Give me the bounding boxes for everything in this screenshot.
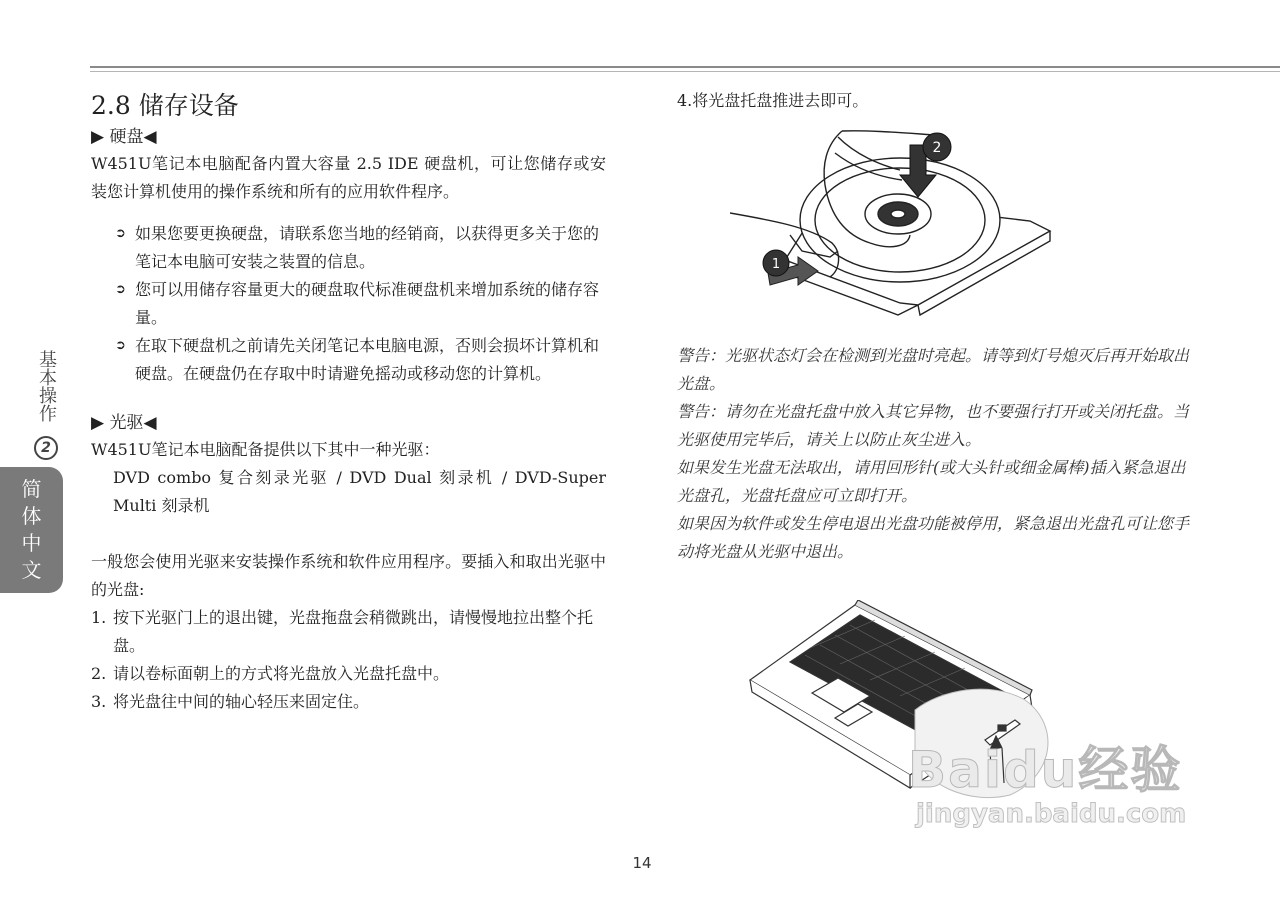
list-item: ➲ 您可以用储存容量更大的硬盘取代标准硬盘机来增加系统的储存容量。 bbox=[115, 276, 606, 332]
svg-text:1: 1 bbox=[771, 257, 781, 272]
circled-arrow-icon: ➲ bbox=[115, 282, 126, 297]
top-rule bbox=[90, 66, 1280, 68]
language-tab[interactable] bbox=[0, 467, 63, 593]
circled-arrow-icon: ➲ bbox=[115, 338, 126, 353]
watermark-sub: jingyan.baidu.com bbox=[916, 799, 1187, 829]
odd-usage: 一般您会使用光驱来安装操作系统和软件应用程序。要插入和取出光驱中的光盘: bbox=[91, 552, 606, 599]
section-title: 2.8 储存设备 bbox=[91, 91, 239, 120]
warning-text: 如果因为软件或发生停电退出光盘功能被停用，紧急退出光盘孔可让您手动将光盘从光驱中退出。 bbox=[677, 514, 1190, 561]
list-item: 2. 请以卷标面朝上的方式将光盘放入光盘托盘中。 bbox=[91, 664, 450, 683]
step-4: 4.将光盘托盘推进去即可。 bbox=[677, 91, 869, 110]
baidu-watermark bbox=[908, 742, 1186, 830]
warning-text: 警告：光驱状态灯会在检测到光盘时亮起。请等到灯号熄灭后再开始取出光盘。 bbox=[677, 346, 1190, 393]
page-number: 14 bbox=[632, 854, 652, 872]
hdd-intro: W451U笔记本电脑配备内置大容量 2.5 IDE 硬盘机，可让您储存或安装您计算机使用的操作系统和所有的应用软件程序。 bbox=[91, 154, 606, 201]
warnings bbox=[677, 342, 1197, 566]
hdd-bullets bbox=[115, 220, 606, 388]
list-item: ➲ 如果您要更换硬盘，请联系您当地的经销商，以获得更多关于您的笔记本电脑可安装之装置的信息。 bbox=[115, 220, 606, 276]
chapter-label: 基本操作 bbox=[36, 350, 57, 422]
language-tab-char: 文 bbox=[21, 558, 42, 582]
chapter-number-badge: 2 bbox=[34, 436, 58, 460]
odd-intro: W451U笔记本电脑配备提供以下其中一种光驱： bbox=[91, 440, 440, 459]
list-item: ➲ 在取下硬盘机之前请先关闭笔记本电脑电源，否则会损坏计算机和硬盘。在硬盘仍在存取中时请避免摇动或移动您的计算机。 bbox=[115, 332, 606, 388]
hdd-heading: ▶ 硬盘◀ bbox=[91, 127, 157, 147]
language-tab-char: 中 bbox=[21, 531, 42, 555]
circled-arrow-icon: ➲ bbox=[115, 226, 126, 241]
svg-text:2: 2 bbox=[932, 140, 942, 156]
list-item: 3. 将光盘往中间的轴心轻压来固定住。 bbox=[91, 692, 370, 711]
watermark-main: Baidu经验 bbox=[908, 741, 1183, 799]
list-item: 1. 按下光驱门上的退出键，光盘拖盘会稍微跳出，请慢慢地拉出整个托盘。 bbox=[91, 608, 594, 655]
warning-text: 如果发生光盘无法取出，请用回形针(或大头针或细金属棒)插入紧急退出光盘孔，光盘托盘应可立即打开。 bbox=[677, 458, 1186, 505]
warning-text: 警告：请勿在光盘托盘中放入其它异物，也不要强行打开或关闭托盘。当光驱使用完毕后，请关上以防止灰尘进入。 bbox=[677, 402, 1190, 449]
odd-options: DVD combo 复合刻录光驱 / DVD Dual 刻录机 / DVD-Super Multi 刻录机 bbox=[113, 468, 606, 515]
language-tab-char: 体 bbox=[21, 504, 42, 528]
odd-heading: ▶ 光驱◀ bbox=[91, 413, 157, 433]
top-rule-thin bbox=[90, 71, 1280, 72]
odd-steps bbox=[91, 604, 606, 716]
right-column bbox=[677, 88, 1197, 114]
left-column bbox=[91, 88, 606, 716]
disc-tray-illustration bbox=[730, 125, 1065, 320]
language-tab-char: 简 bbox=[21, 477, 42, 501]
